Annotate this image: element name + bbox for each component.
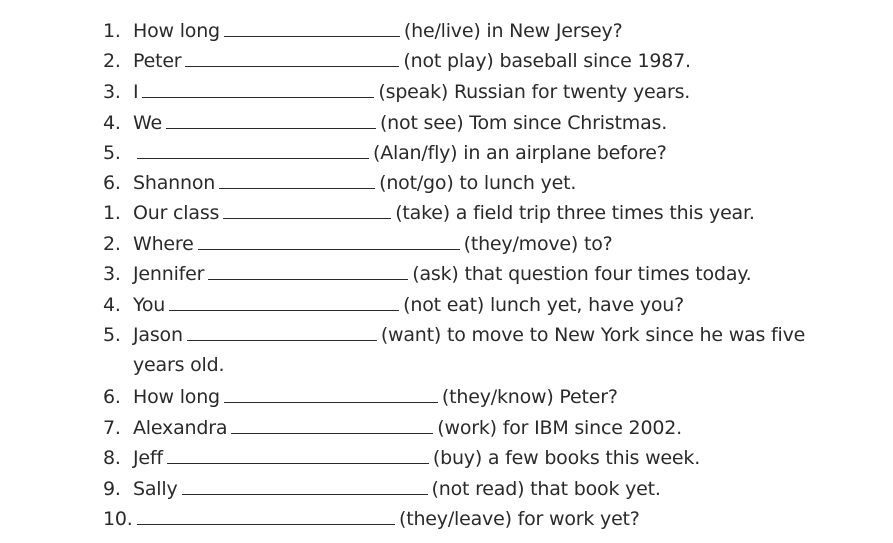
- item-hint: (they/know) Peter?: [441, 386, 618, 408]
- answer-blank[interactable]: [208, 263, 408, 280]
- item-number: 3.: [103, 263, 121, 285]
- item-number: 4.: [103, 112, 121, 134]
- answer-blank[interactable]: [185, 50, 399, 67]
- exercise-item: [103, 78, 690, 106]
- exercise-item-continuation: [103, 351, 224, 379]
- item-number: 1.: [103, 20, 121, 42]
- exercise-item: [103, 17, 622, 45]
- item-number: 4.: [103, 294, 121, 316]
- item-hint: (take) a field trip three times this year.: [395, 202, 755, 224]
- item-hint: (they/leave) for work yet?: [399, 508, 640, 530]
- item-number: 8.: [103, 447, 121, 469]
- item-subject: Jeff: [133, 447, 163, 469]
- exercise-item: [103, 444, 700, 472]
- item-subject: How long: [133, 20, 220, 42]
- exercise-item: [103, 199, 755, 227]
- item-hint: (they/move) to?: [463, 233, 613, 255]
- answer-blank[interactable]: [224, 20, 400, 37]
- item-number: 6.: [103, 172, 121, 194]
- item-subject: Alexandra: [133, 417, 228, 439]
- answer-blank[interactable]: [224, 386, 438, 403]
- answer-blank[interactable]: [198, 233, 460, 250]
- item-subject: Our class: [133, 202, 220, 224]
- exercise-item: [103, 169, 576, 197]
- item-subject: Shannon: [133, 172, 216, 194]
- item-subject: Sally: [133, 478, 178, 500]
- item-number: 5.: [103, 324, 121, 346]
- item-hint: (not/go) to lunch yet.: [379, 172, 577, 194]
- exercise-item: [103, 109, 667, 137]
- exercise-item: [103, 291, 684, 319]
- exercise-item: [103, 230, 613, 258]
- item-subject: years old.: [133, 354, 225, 376]
- answer-blank[interactable]: [231, 417, 433, 434]
- item-hint: (want) to move to New York since he was five: [380, 324, 806, 346]
- item-subject: How long: [133, 386, 220, 408]
- item-subject: I: [133, 81, 139, 103]
- answer-blank[interactable]: [137, 508, 395, 525]
- exercise-item: [103, 139, 667, 167]
- item-hint: (not eat) lunch yet, have you?: [403, 294, 684, 316]
- item-number: 10.: [103, 508, 133, 530]
- answer-blank[interactable]: [167, 447, 429, 464]
- answer-blank[interactable]: [142, 81, 374, 98]
- answer-blank[interactable]: [166, 112, 376, 129]
- item-hint: (not read) that book yet.: [431, 478, 661, 500]
- exercise-item: [103, 414, 682, 442]
- answer-blank[interactable]: [182, 478, 428, 495]
- item-number: 5.: [103, 142, 121, 164]
- item-number: 2.: [103, 233, 121, 255]
- item-subject: You: [133, 294, 166, 316]
- item-hint: (work) for IBM since 2002.: [437, 417, 682, 439]
- item-subject: We: [133, 112, 162, 134]
- item-number: 1.: [103, 202, 121, 224]
- item-number: 3.: [103, 81, 121, 103]
- exercise-item: [103, 505, 640, 533]
- item-subject: Jennifer: [133, 263, 205, 285]
- item-number: 6.: [103, 386, 121, 408]
- exercise-item: [103, 475, 661, 503]
- item-number: 2.: [103, 50, 121, 72]
- exercise-item: [103, 383, 618, 411]
- exercise-item: [103, 47, 691, 75]
- item-hint: (not play) baseball since 1987.: [403, 50, 691, 72]
- answer-blank[interactable]: [187, 324, 377, 341]
- item-number: 9.: [103, 478, 121, 500]
- item-subject: Where: [133, 233, 194, 255]
- item-subject: Peter: [133, 50, 182, 72]
- item-hint: (not see) Tom since Christmas.: [379, 112, 668, 134]
- item-hint: (he/live) in New Jersey?: [403, 20, 623, 42]
- exercise-item: [103, 321, 805, 349]
- item-subject: Jason: [133, 324, 183, 346]
- item-hint: (speak) Russian for twenty years.: [378, 81, 691, 103]
- answer-blank[interactable]: [223, 202, 391, 219]
- exercise-item: [103, 260, 751, 288]
- item-hint: (buy) a few books this week.: [432, 447, 701, 469]
- answer-blank[interactable]: [169, 294, 399, 311]
- item-hint: (ask) that question four times today.: [412, 263, 752, 285]
- answer-blank[interactable]: [219, 172, 375, 189]
- item-number: 7.: [103, 417, 121, 439]
- item-hint: (Alan/fly) in an airplane before?: [373, 142, 667, 164]
- answer-blank[interactable]: [137, 142, 369, 159]
